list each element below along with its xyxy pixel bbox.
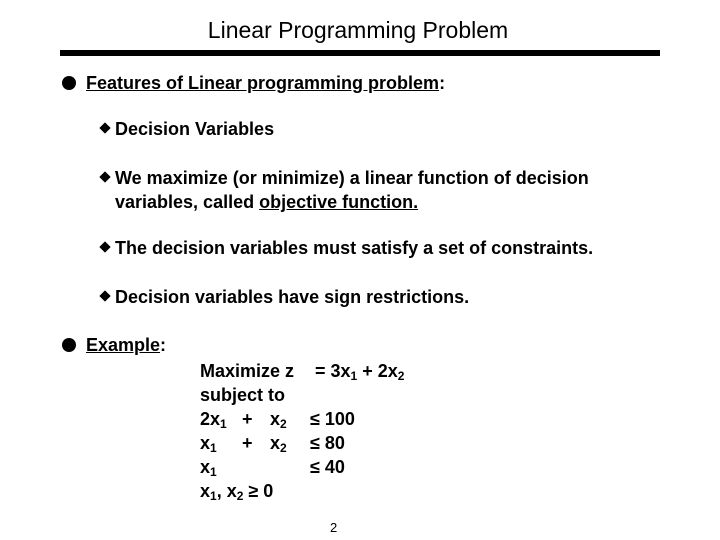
bullet-dot-icon [62,338,76,352]
sub-bullet-text: The decision variables must satisfy a set of constraints. [115,238,594,258]
features-heading: Features of Linear programming problem [86,73,440,93]
example-heading: Example [86,335,161,355]
sub-bullet-text: We maximize (or minimize) a linear function of decision [115,168,589,188]
page-number: 2 [330,520,338,535]
example-colon: : [160,335,167,355]
diamond-bullet-icon [99,122,110,133]
diamond-bullet-icon [99,241,110,252]
sub-bullet-text: Decision Variables [115,119,275,139]
sub-bullet-text-line2: variables, called [115,192,260,212]
lp-objective: Maximize z = $3x_1 + 2x_2$ [200,361,405,383]
slide-title: Linear Programming Problem [207,17,509,43]
title-divider [60,50,660,56]
diamond-bullet-icon [99,290,110,301]
lp-subject-to: subject to [200,385,286,405]
diamond-bullet-icon [99,171,110,182]
lp-sign-restriction: $x_1$, $x_2 \ge 0$ [200,481,274,503]
bullet-dot-icon [62,76,76,90]
objective-keyword: Maximize z [200,361,295,381]
objective-expr: = 3x [315,361,351,381]
objective-function-term: objective function. [259,192,419,212]
sub-bullet-text: Decision variables have sign restrictions. [115,287,470,307]
features-colon: : [439,73,446,93]
